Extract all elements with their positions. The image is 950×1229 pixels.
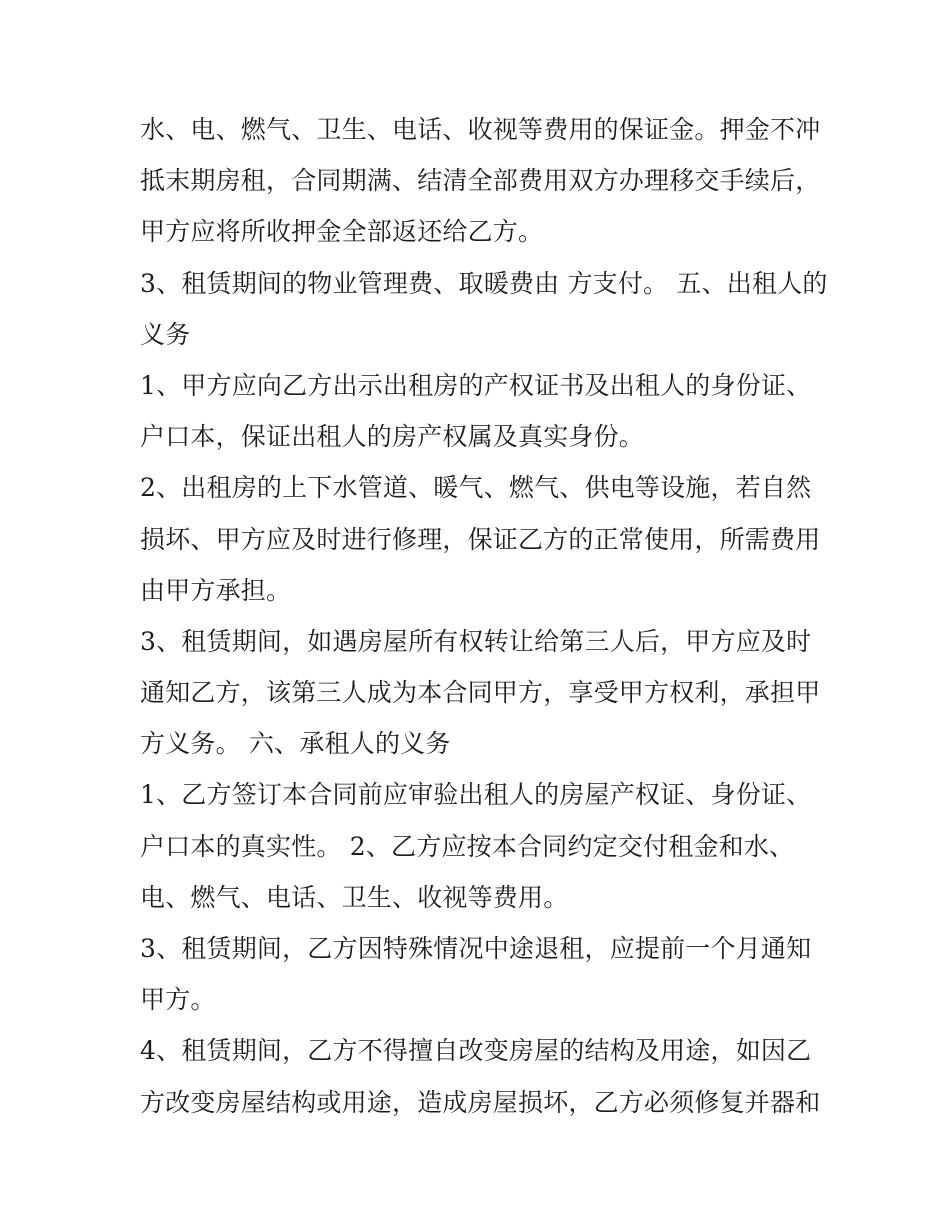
text-line: 3、租赁期间，如遇房屋所有权转让给第三人后，甲方应及时: [140, 626, 812, 656]
text-line: 方改变房屋结构或用途，造成房屋损坏，乙方必须修复并器和: [140, 1087, 821, 1117]
text-line: 方义务。 六、承租人的义务: [140, 729, 451, 759]
text-line: 4、租赁期间，乙方不得擅自改变房屋的结构及用途，如因乙: [140, 1036, 812, 1066]
document-body: [140, 104, 828, 1128]
text-line: 户口本，保证出租人的房产权属及真实身份。: [140, 422, 645, 452]
text-line: 1、甲方应向乙方出示出租房的产权证书及出租人的身份证、: [140, 370, 812, 400]
text-line: 抵末期房租，合同期满、结清全部费用双方办理移交手续后，: [140, 166, 821, 196]
text-line: 3、租赁期间的物业管理费、取暖费由 方支付。 五、出租人的: [140, 268, 828, 298]
text-line: 甲方应将所收押金全部返还给乙方。: [140, 217, 544, 247]
text-line: 电、燃气、电话、卫生、收视等费用。: [140, 882, 569, 912]
text-line: 甲方。: [140, 985, 216, 1015]
text-line: 3、租赁期间，乙方因特殊情况中途退租，应提前一个月通知: [140, 934, 812, 963]
text-line: 义务: [140, 319, 191, 349]
text-line: 通知乙方，该第三人成为本合同甲方，享受甲方权利，承担甲: [140, 678, 821, 708]
text-line: 由甲方承担。: [140, 575, 292, 605]
text-line: 损坏、甲方应及时进行修理，保证乙方的正常使用，所需费用: [140, 524, 821, 554]
text-line: 户口本的真实性。 2、乙方应按本合同约定交付租金和水、: [140, 831, 795, 861]
text-line: 1、乙方签订本合同前应审验出租人的房屋产权证、身份证、: [140, 780, 812, 810]
text-line: 2、出租房的上下水管道、暖气、燃气、供电等设施，若自然: [140, 473, 812, 503]
text-line: 水、电、燃气、卫生、电话、收视等费用的保证金。押金不冲: [140, 115, 821, 144]
